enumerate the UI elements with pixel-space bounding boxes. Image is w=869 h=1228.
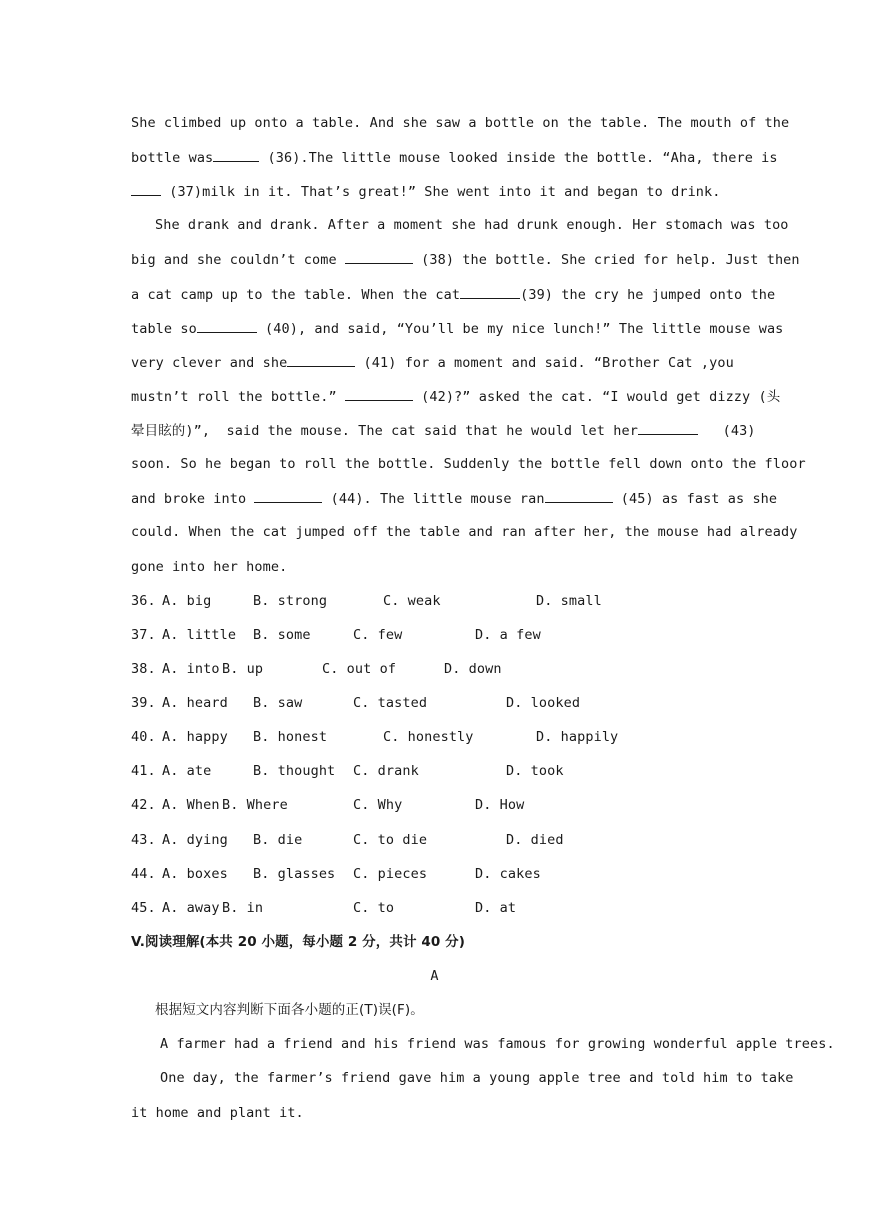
option-b[interactable]: B. die (253, 832, 303, 848)
passage-line (131, 353, 737, 372)
option-d[interactable]: D. a few (475, 627, 541, 643)
option-b[interactable]: B. thought (253, 763, 336, 779)
option-d[interactable]: D. looked (506, 695, 581, 711)
option-c[interactable]: C. Why (353, 797, 403, 813)
passage-text: a cat camp up to the table. When the cat (131, 287, 461, 303)
answer-blank-44[interactable] (254, 489, 322, 503)
part-label: A (430, 968, 439, 984)
question-number: 37. (131, 627, 156, 643)
option-a[interactable]: A. boxes (162, 866, 228, 882)
question-number: 43. (131, 832, 156, 848)
instruction-text: 根据短文内容判断下面各小题的正(T)误(F)。 (155, 1002, 424, 1018)
option-c[interactable]: C. weak (383, 593, 441, 609)
reading-line: it home and plant it. (131, 1105, 304, 1121)
passage-text: (39) the cry he jumped onto the (520, 287, 776, 303)
passage-text: and broke into (131, 491, 255, 507)
answer-blank-42[interactable] (345, 387, 413, 401)
option-a[interactable]: A. into (162, 661, 220, 677)
answer-blank-39[interactable] (460, 285, 520, 299)
section-heading: V.阅读理解(本共 20 小题，每小题 2 分，共计 40 分) (131, 934, 466, 950)
passage-line (131, 387, 781, 406)
option-c[interactable]: C. drank (353, 763, 419, 779)
option-d[interactable]: D. took (506, 763, 564, 779)
passage-text: (40), and said, “You’ll be my nice lunch!” The little mouse was (256, 321, 784, 337)
option-a[interactable]: A. little (162, 627, 237, 643)
passage-line (131, 250, 800, 269)
option-d[interactable]: D. How (475, 797, 525, 813)
option-a[interactable]: A. When (162, 797, 220, 813)
passage-line: gone into her home. (131, 559, 288, 575)
option-a[interactable]: A. ate (162, 763, 212, 779)
answer-blank-45[interactable] (545, 489, 613, 503)
passage-text: (41) for a moment and said. “Brother Cat ,you (355, 355, 734, 371)
question-number: 42. (131, 797, 156, 813)
passage-text: bottle was (131, 150, 214, 166)
option-d[interactable]: D. small (536, 593, 602, 609)
answer-blank-41[interactable] (287, 353, 355, 367)
question-number: 38. (131, 661, 156, 677)
option-c[interactable]: C. out of (322, 661, 397, 677)
passage-line (131, 182, 737, 201)
question-number: 36. (131, 593, 156, 609)
passage-text: mustn’t roll the bottle.” (131, 389, 345, 405)
passage-text: big and she couldn’t come (131, 252, 345, 268)
passage-text: very clever and she (131, 355, 288, 371)
passage-text: table so (131, 321, 197, 337)
passage-line (131, 489, 778, 508)
passage-text: (36).The little mouse looked inside the bottle. “Aha, there is (259, 150, 778, 166)
passage-line (131, 421, 756, 440)
option-a[interactable]: A. heard (162, 695, 228, 711)
passage-line: She drank and drank. After a moment she had drunk enough. Her stomach was too (155, 217, 789, 233)
question-number: 41. (131, 763, 156, 779)
answer-blank-43[interactable] (638, 421, 698, 435)
option-d[interactable]: D. down (444, 661, 502, 677)
answer-blank-37[interactable] (131, 182, 161, 196)
option-a[interactable]: A. away (162, 900, 220, 916)
option-c[interactable]: C. honestly (383, 729, 474, 745)
option-d[interactable]: D. died (506, 832, 564, 848)
passage-text: (42)?” asked the cat. “I would get dizzy (头 (412, 389, 781, 405)
answer-blank-40[interactable] (197, 319, 257, 333)
passage-line: could. When the cat jumped off the table and ran after her, the mouse had already (131, 524, 798, 540)
option-b[interactable]: B. glasses (253, 866, 336, 882)
option-d[interactable]: D. cakes (475, 866, 541, 882)
passage-text: (43) (697, 423, 756, 439)
reading-line: A farmer had a friend and his friend was famous for growing wonderful apple trees. (160, 1036, 835, 1052)
passage-text: (44). The little mouse ran (322, 491, 545, 507)
passage-text: (38) the bottle. She cried for help. Just then (412, 252, 800, 268)
question-number: 39. (131, 695, 156, 711)
question-number: 44. (131, 866, 156, 882)
option-b[interactable]: B. in (222, 900, 264, 916)
option-a[interactable]: A. happy (162, 729, 228, 745)
passage-text: (37)milk in it. That’s great!” She went into it and began to drink. (161, 184, 721, 200)
answer-blank-38[interactable] (345, 250, 413, 264)
option-c[interactable]: C. to (353, 900, 395, 916)
option-c[interactable]: C. few (353, 627, 403, 643)
option-b[interactable]: B. up (222, 661, 264, 677)
option-b[interactable]: B. saw (253, 695, 303, 711)
option-d[interactable]: D. happily (536, 729, 619, 745)
option-c[interactable]: C. to die (353, 832, 428, 848)
question-number: 40. (131, 729, 156, 745)
passage-text: (45) as fast as she (612, 491, 778, 507)
option-b[interactable]: B. strong (253, 593, 328, 609)
passage-text: 晕目眩的)”, said the mouse. The cat said that he would let her (131, 423, 638, 439)
option-c[interactable]: C. pieces (353, 866, 428, 882)
question-number: 45. (131, 900, 156, 916)
option-b[interactable]: B. honest (253, 729, 328, 745)
option-c[interactable]: C. tasted (353, 695, 428, 711)
passage-line (131, 148, 778, 167)
option-a[interactable]: A. dying (162, 832, 228, 848)
passage-line: soon. So he began to roll the bottle. Suddenly the bottle fell down onto the floor (131, 456, 806, 472)
passage-line: She climbed up onto a table. And she saw a bottle on the table. The mouth of the (131, 115, 790, 131)
option-d[interactable]: D. at (475, 900, 517, 916)
option-b[interactable]: B. some (253, 627, 311, 643)
option-a[interactable]: A. big (162, 593, 212, 609)
reading-line: One day, the farmer’s friend gave him a young apple tree and told him to take (160, 1070, 794, 1086)
answer-blank-36[interactable] (213, 148, 259, 162)
passage-line (131, 319, 784, 338)
passage-line (131, 285, 776, 304)
option-b[interactable]: B. Where (222, 797, 288, 813)
